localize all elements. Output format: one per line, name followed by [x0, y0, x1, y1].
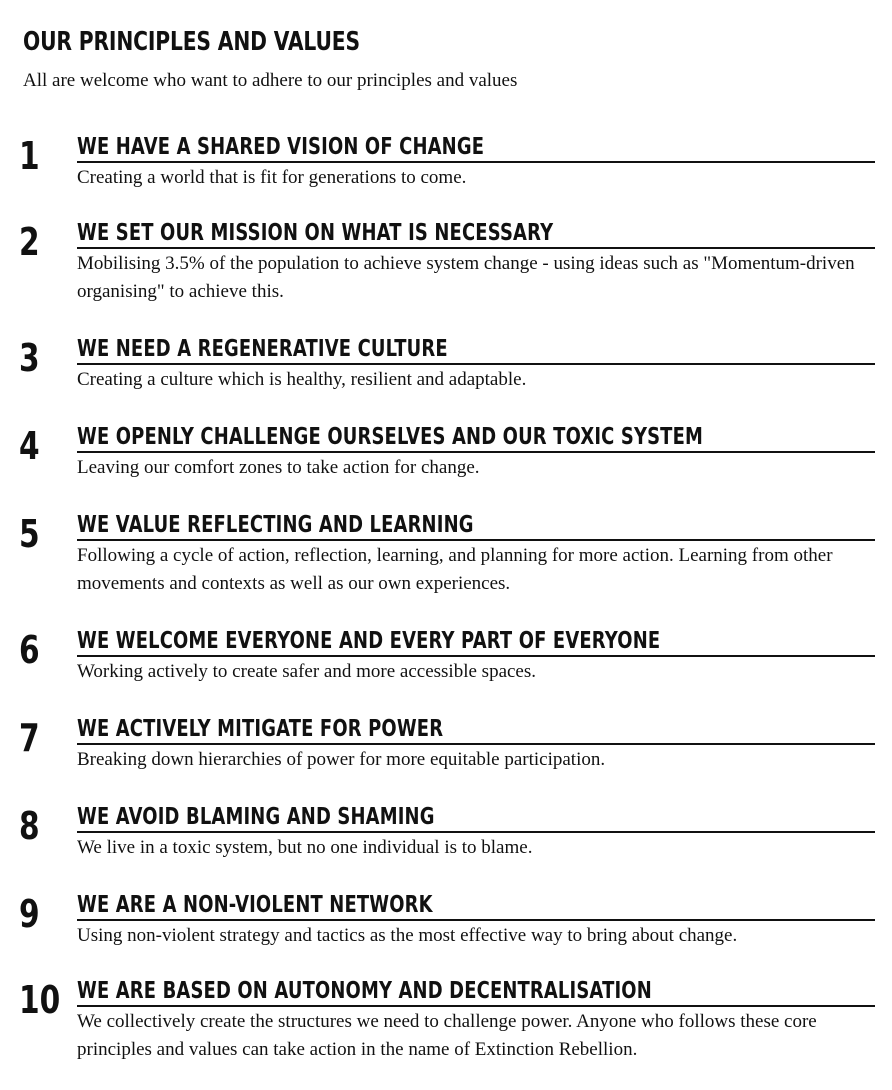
- principle-heading: [77, 336, 875, 365]
- principle-heading-text: WE AVOID BLAMING AND SHAMING: [77, 804, 435, 830]
- principle-description: We live in a toxic system, but no one individual is to blame.: [77, 837, 533, 858]
- principle-description: Following a cycle of action, reflection, learning, and planning for more action. Learning from other movements and contexts as well as our own experiences.: [77, 545, 833, 594]
- principle-number: 10: [19, 978, 61, 1022]
- principle-heading: [77, 804, 875, 833]
- principle-description: Creating a culture which is healthy, resilient and adaptable.: [77, 369, 527, 390]
- principle-description: Breaking down hierarchies of power for more equitable participation.: [77, 749, 606, 770]
- principle-number: 2: [19, 220, 40, 264]
- principle-heading: [77, 220, 875, 249]
- principle-description: Working actively to create safer and more accessible spaces.: [77, 661, 537, 682]
- principle-description: We collectively create the structures we need to challenge power. Anyone who follows these core principles and values can take action in the name of Extinction Rebellion.: [77, 1011, 817, 1060]
- principle-heading: [77, 424, 875, 453]
- principle-number: 6: [19, 628, 40, 672]
- principle-heading: [77, 628, 875, 657]
- principle-heading: [77, 512, 875, 541]
- principle-heading-text: WE HAVE A SHARED VISION OF CHANGE: [77, 134, 485, 160]
- principle-heading-text: WE WELCOME EVERYONE AND EVERY PART OF EVERYONE: [77, 628, 661, 654]
- principle-heading-text: WE ACTIVELY MITIGATE FOR POWER: [77, 716, 444, 742]
- principle-heading-text: WE OPENLY CHALLENGE OURSELVES AND OUR TOXIC SYSTEM: [77, 424, 703, 450]
- principle-heading-text: WE SET OUR MISSION ON WHAT IS NECESSARY: [77, 220, 554, 246]
- principle-number: 5: [19, 512, 40, 556]
- principle-heading-text: WE ARE A NON-VIOLENT NETWORK: [77, 892, 433, 918]
- principle-number: 4: [19, 424, 40, 468]
- principle-number: 8: [19, 804, 40, 848]
- principle-description: Using non-violent strategy and tactics as the most effective way to bring about change.: [77, 925, 738, 946]
- principle-heading-text: WE ARE BASED ON AUTONOMY AND DECENTRALISATION: [77, 978, 652, 1004]
- principle-description: Mobilising 3.5% of the population to achieve system change - using ideas such as "Momentum-driven organising" to achieve this.: [77, 253, 855, 302]
- principle-description: Creating a world that is fit for generations to come.: [77, 167, 467, 188]
- page-subtitle: All are welcome who want to adhere to our principles and values: [23, 70, 518, 91]
- principle-heading-text: WE NEED A REGENERATIVE CULTURE: [77, 336, 448, 362]
- principle-number: 9: [19, 892, 40, 936]
- principle-description: Leaving our comfort zones to take action for change.: [77, 457, 480, 478]
- principle-number: 7: [19, 716, 40, 760]
- principle-heading: [77, 716, 875, 745]
- principle-number: 1: [19, 134, 40, 178]
- principle-heading: [77, 892, 875, 921]
- principle-heading-text: WE VALUE REFLECTING AND LEARNING: [77, 512, 474, 538]
- principle-heading: [77, 978, 875, 1007]
- principle-number: 3: [19, 336, 40, 380]
- principle-heading: [77, 134, 875, 163]
- page-title: OUR PRINCIPLES AND VALUES: [23, 27, 360, 57]
